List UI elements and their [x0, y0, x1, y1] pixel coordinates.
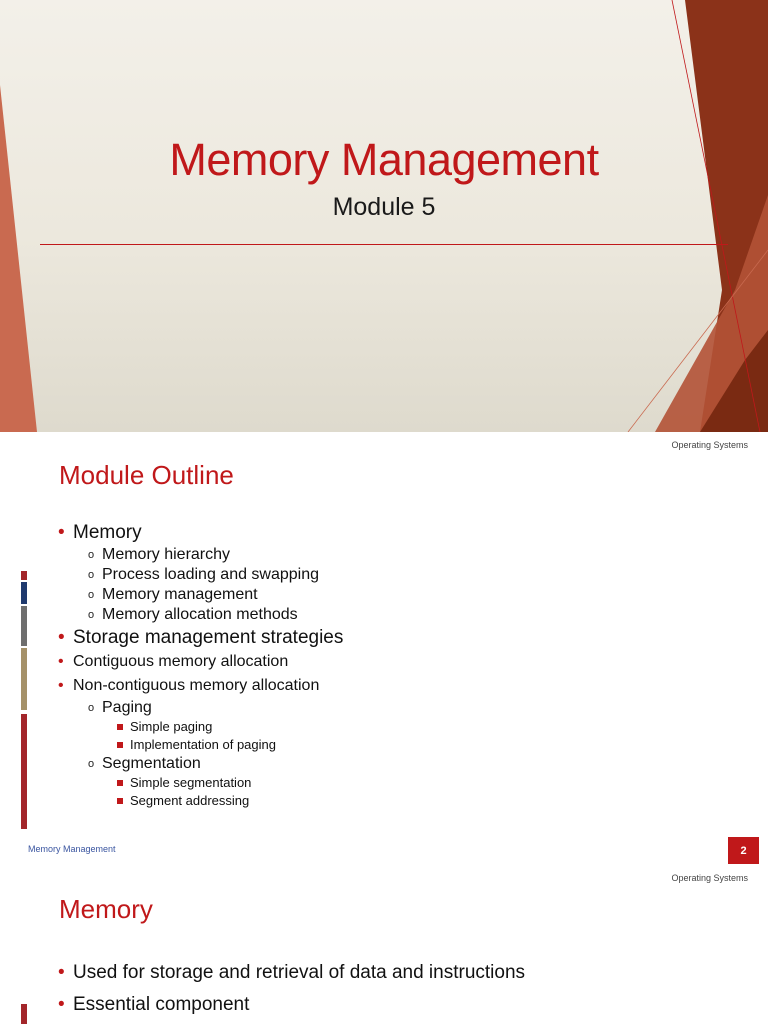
accent-bar — [21, 1004, 27, 1024]
slide-title: Module Outline — [59, 460, 234, 490]
course-label: Operating Systems — [671, 440, 748, 450]
accent-bar — [21, 606, 27, 646]
list-item: • Memory — [58, 522, 142, 543]
list-item: • Essential component — [58, 994, 250, 1015]
list-item: o Process loading and swapping — [88, 566, 320, 583]
accent-bar — [21, 648, 27, 710]
accent-bar — [21, 571, 27, 580]
list-item: Implementation of paging — [58, 736, 718, 754]
title-divider — [40, 244, 728, 245]
list-item: o Memory allocation methods — [88, 606, 298, 623]
list-item: • Contiguous memory allocation — [58, 653, 289, 670]
list-item: Simple segmentation — [58, 774, 718, 792]
list-item: • Storage management strategies — [58, 627, 344, 648]
title-slide — [0, 0, 768, 432]
accent-bar — [21, 714, 27, 829]
list-item: • Non-contiguous memory allocation — [58, 677, 320, 694]
list-item: o Paging — [88, 699, 152, 716]
list-item: o Memory hierarchy — [88, 546, 231, 563]
list-item: • Used for storage and retrieval of data and instructions — [58, 962, 526, 983]
outline-list — [58, 520, 718, 810]
outline-slide — [0, 432, 768, 864]
course-label: Operating Systems — [671, 873, 748, 883]
memory-slide — [0, 866, 768, 1024]
bullet-list — [58, 957, 525, 1021]
slide-title: Memory — [59, 894, 153, 924]
list-item: o Segmentation — [88, 755, 201, 772]
page-number-badge: 2 — [728, 837, 759, 864]
list-item: Segment addressing — [58, 792, 718, 810]
presentation-subtitle: Module 5 — [332, 193, 436, 221]
list-item: o Memory management — [88, 586, 258, 603]
accent-bar — [21, 582, 27, 604]
presentation-title: Memory Management — [169, 134, 599, 185]
footer-label: Memory Management — [28, 844, 116, 854]
list-item: Simple paging — [58, 718, 718, 736]
